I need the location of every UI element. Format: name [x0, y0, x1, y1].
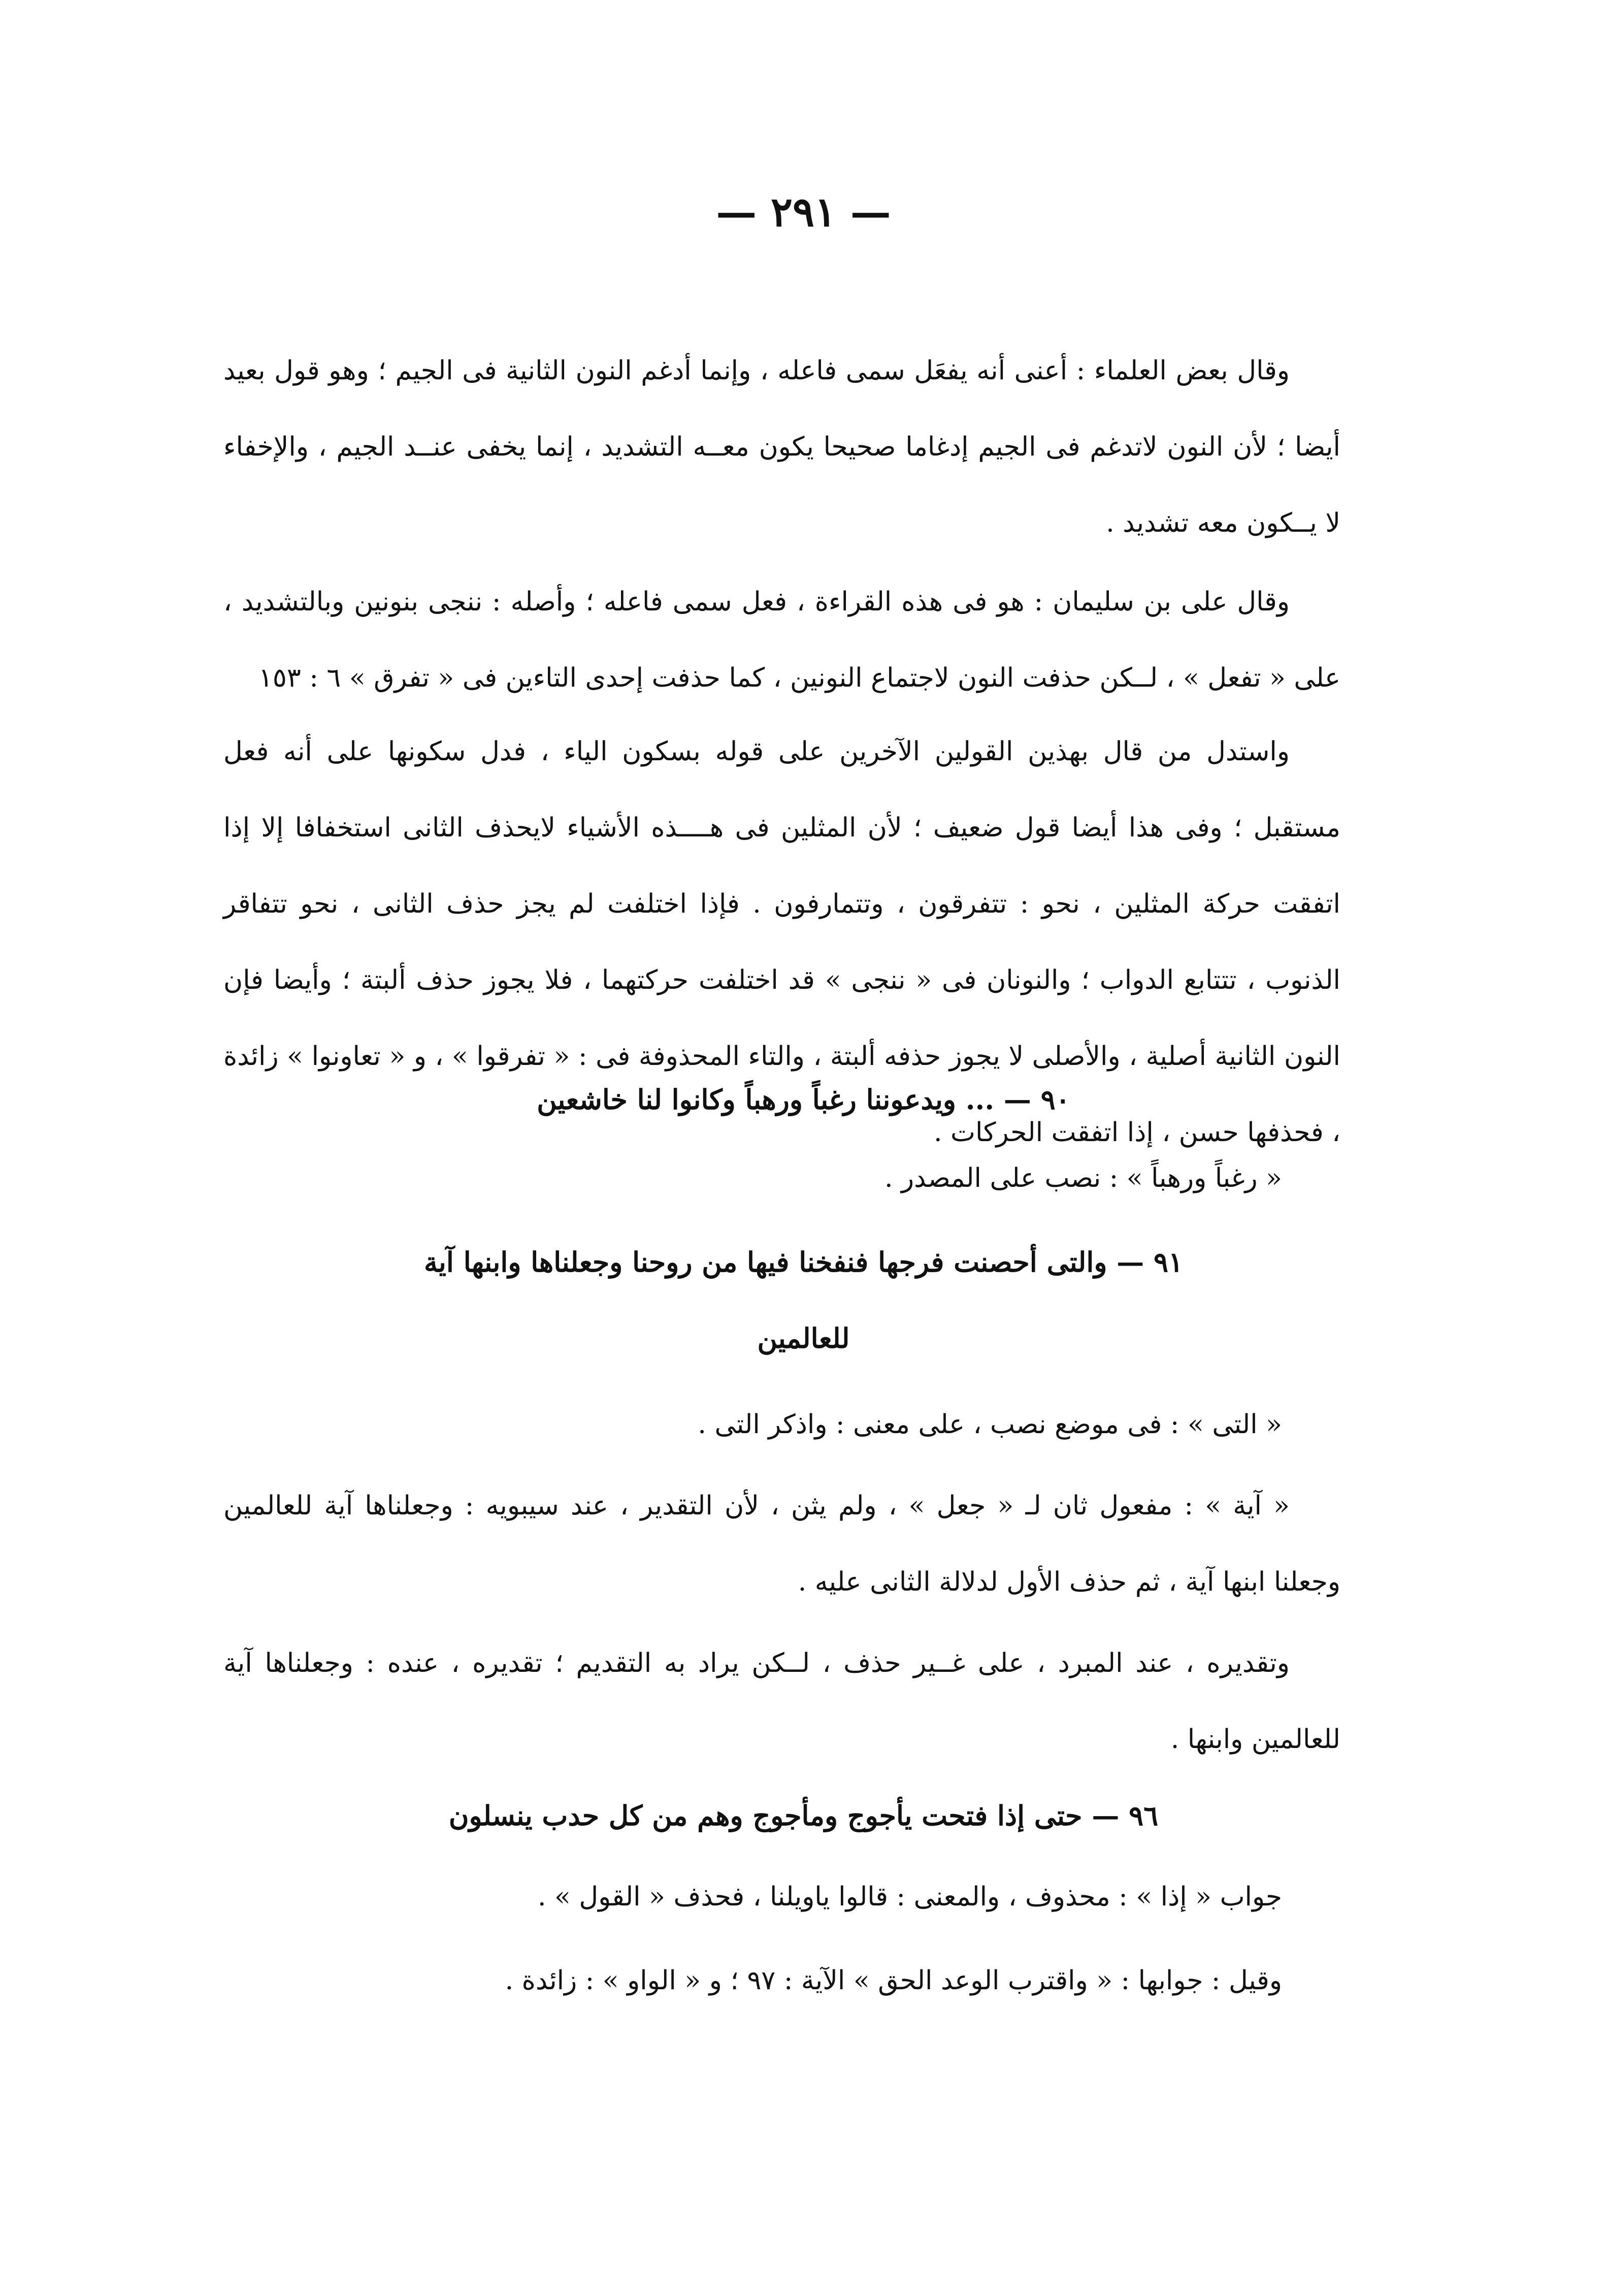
- verse-91: ٩١ — والتى أحصنت فرجها فنفخنا فيها من روحنا وجعلناها وابنها آية للعالمين: [423, 1246, 1184, 1354]
- verse-90: ٩٠ — ... ويدعوننا رغباً ورهباً وكانوا لنا خاشعين: [537, 1083, 1070, 1116]
- paragraph-9: وقيل : جوابها : « واقترب الوعد الحق » الآية : ٩٧ ؛ و « الواو » : زائدة .: [505, 1965, 1282, 1996]
- paragraph-8: جواب « إذا » : محذوف ، والمعنى : قالوا ياويلنا ، فحذف « القول » .: [537, 1882, 1282, 1912]
- paragraph-7: وتقديره ، عند المبرد ، على غــير حذف ، لــكن يراد به التقديم ؛ تقديره ، عنده : وجعلناها آية للعالمين وابنها .: [223, 1648, 1340, 1755]
- paragraph-3: واستدل من قال بهذين القولين الآخرين على قوله بسكون الياء ، فدل سكونها على أنه فعل مستقبل ؛ وفى هذا أيضا قول ضعيف ؛ لأن المثلين فى هــــذه الأشياء لايحذف الثانى استخفافا إلا إذا اتفقت حركة المثلين ، نحو : تتفرقون ، وتتمارفون . فإذا اختلفت لم يجز حذف الثانى ، نحو تتفاقر الذنوب ، تتتابع الدواب ؛ والنونان فى « ننجى » قد اختلفت حركتهما ، فلا يجوز حذف ألبتة ؛ وأيضا فإن النون الثانية أصلية ، والأصلى لا يجوز حذفه ألبتة ، والتاء المحذوفة فى : « تفرقوا » ، و « تعاونوا » زائدة ، فحذفها حسن ، إذا اتفقت الحركات .: [223, 736, 1341, 1148]
- page-number: — ٢٩١ —: [716, 188, 891, 236]
- paragraph-1: وقال بعض العلماء : أعنى أنه يفعَل سمى فاعله ، وإنما أدغم النون الثانية فى الجيم ؛ وهو قول بعيد أيضا ؛ لأن النون لاتدغم فى الجيم إدغاما صحيحا يكون معــه التشديد ، إنما يخفى عنــد الجيم ، والإخفاء لا يــكون معه تشديد .: [223, 355, 1340, 538]
- paragraph-6: « آية » : مفعول ثان لـ « جعل » ، ولم يثن ، لأن التقدير ، عند سيبويه : وجعلناها آية للعالمين وجعلنا ابنها آية ، ثم حذف الأول لدلالة الثانى عليه .: [223, 1491, 1340, 1597]
- verse-96: ٩٦ — حتى إذا فتحت يأجوج ومأجوج وهم من كل حدب ينسلون: [448, 1799, 1159, 1832]
- paragraph-5: « التى » : فى موضع نصب ، على معنى : واذكر التى .: [698, 1409, 1282, 1440]
- paragraph-4: « رغباً ورهباً » : نصب على المصدر .: [884, 1163, 1282, 1193]
- paragraph-2: وقال على بن سليمان : هو فى هذه القراءة ، فعل سمى فاعله ؛ وأصله : ننجى بنونين وبالتشديد ، على « تفعل » ، لــكن حذفت النون لاجتماع النونين ، كما حذفت إحدى التاءين فى « تفرق » ٦ : ١٥٣: [223, 587, 1340, 693]
